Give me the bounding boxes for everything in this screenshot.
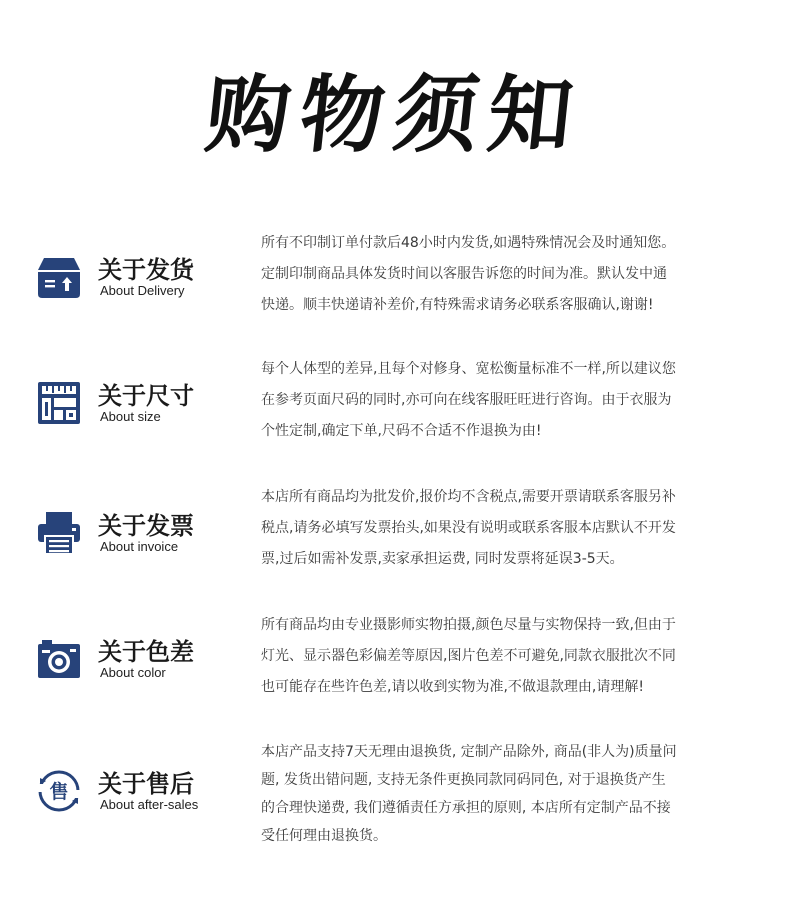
- invoice-text: [261, 482, 761, 575]
- text-line: 在参考页面尺码的同时,亦可向在线客服旺旺进行咨询。由于衣服为: [261, 392, 672, 408]
- camera-icon: [36, 636, 82, 682]
- text-line: 灯光、显示器色彩偏差等原因,图片色差不可避免,同款衣服批次不同: [261, 648, 676, 664]
- text-line: 每个人体型的差异,且每个对修身、宽松衡量标准不一样,所以建议您: [261, 361, 676, 377]
- heading-invoice: 关于发票: [98, 512, 194, 540]
- text-line: 个性定制,确定下单,尺码不合适不作退换为由!: [261, 423, 542, 439]
- section-color: [0, 610, 790, 720]
- text-line: 所有不印制订单付款后48小时内发货,如遇特殊情况会及时通知您。: [261, 235, 676, 251]
- page-title: 购物须知: [201, 66, 588, 164]
- text-line: 受任何理由退换货。: [261, 828, 387, 844]
- section-after-sales: [0, 738, 790, 848]
- ruler-icon: [36, 380, 82, 426]
- subheading-after-sales: About after-sales: [100, 797, 199, 812]
- text-line: 本店所有商品均为批发价,报价均不含税点,需要开票请联系客服另补: [261, 489, 676, 505]
- text-line: 定制印制商品具体发货时间以客服告诉您的时间为准。默认发中通: [261, 266, 667, 282]
- subheading-delivery: About Delivery: [100, 283, 185, 298]
- text-line: 所有商品均由专业摄影师实物拍摄,颜色尽量与实物保持一致,但由于: [261, 617, 676, 633]
- heading-after-sales: 关于售后: [98, 770, 194, 798]
- text-line: 的合理快递费, 我们遵循责任方承担的原则, 本店所有定制产品不接: [261, 800, 671, 816]
- text-line: 票,过后如需补发票,卖家承担运费, 同时发票将延误3-5天。: [261, 551, 624, 567]
- heading-color: 关于色差: [98, 638, 194, 666]
- after-sales-text: [261, 738, 761, 850]
- heading-delivery: 关于发货: [98, 256, 194, 284]
- section-delivery: [0, 228, 790, 338]
- after-sales-icon: [36, 768, 82, 814]
- subheading-size: About size: [100, 409, 161, 424]
- text-line: 税点,请务必填写发票抬头,如果没有说明或联系客服本店默认不开发: [261, 520, 676, 536]
- delivery-box-icon: [36, 254, 82, 300]
- section-size: [0, 354, 790, 464]
- subheading-color: About color: [100, 665, 166, 680]
- delivery-text: [261, 228, 761, 321]
- text-line: 题, 发货出错问题, 支持无条件更换同款同码同色, 对于退换货产生: [261, 772, 666, 788]
- heading-size: 关于尺寸: [98, 382, 194, 410]
- subheading-invoice: About invoice: [100, 539, 179, 554]
- size-text: [261, 354, 761, 447]
- text-line: 快递。顺丰快递请补差价,有特殊需求请务必联系客服确认,谢谢!: [261, 297, 654, 313]
- printer-icon: [36, 510, 82, 556]
- text-line: 本店产品支持7天无理由退换货, 定制产品除外, 商品(非人为)质量问: [261, 744, 677, 760]
- color-text: [261, 610, 761, 703]
- section-invoice: [0, 482, 790, 592]
- text-line: 也可能存在些许色差,请以收到实物为准,不做退款理由,请理解!: [261, 679, 644, 695]
- after-sales-icon-glyph: 售: [49, 781, 69, 803]
